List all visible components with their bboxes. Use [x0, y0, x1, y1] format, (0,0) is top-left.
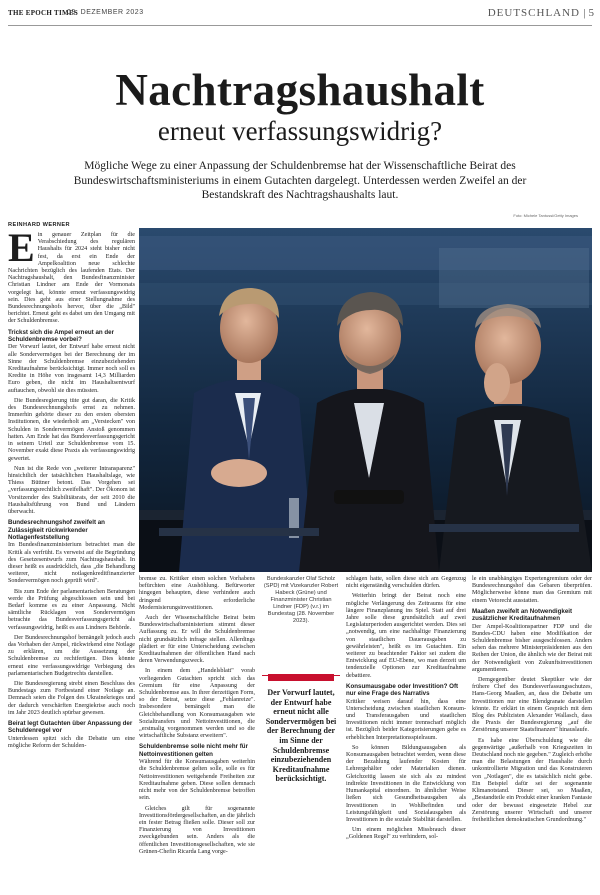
article-column-2	[139, 576, 255, 859]
author-byline: REINHARD WERNER	[8, 222, 70, 228]
paragraph: Kritiker weisen darauf hin, dass eine Unterscheidung zwischen staatlichen Konsum- und Transferausgaben und staatlichen Investitionen nicht immer trennscharf möglich ist. Bezüglich beider Kategorisierungen gebe es erheblichen Interpretationsspielraum.	[346, 698, 466, 741]
paragraph: Im Bundesfinanzministerium betrachtet man die Kritik als verfrüht. Es verweist auf die Begründung des Gesetzesentwurfs zum Nachtragshaushalt. In dieser heißt es ausdrücklich, dass „die Behandlung weiterer, nicht notlagenkreditfinanzierter Sondervermögen noch geprüft wird".	[8, 542, 135, 585]
paragraph: Nun ist die Rede von „weiterer Intransparenz" hinsichtlich der tatsächlichen Haushaltslage, wie Thiess Büttner betont. Das Vorgehen sei „verfassungsrechtlich zweifelhaft". Der Ökonom ist Vorsitzender des Stabilitätsrats, der seit 2010 die Haushaltsführung von Bund und Ländern überwacht.	[8, 465, 135, 515]
lead-paragraph: Mögliche Wege zu einer Anpassung der Schuldenbremse hat der Wissenschaftliche Beirat des Bundeswirtschaftsministeriums in einem Gutachten dargelegt. Unterdessen werden Zweifel an der Bestandskraft des Nachtragshaushalts laut.	[73, 160, 527, 201]
paragraph: Der Ampel-Koalitionspartner FDP und die Bundes-CDU haben eine Modifikation der Schuldenbremse bisher ausgeschlossen. Anders sehen das mehrere Ministerpräsidenten aus den Reihen der Union, die ähnlich wie der Beirat mit der Notwendigkeit von Zukunftsinvestitionen argumentieren.	[472, 623, 592, 673]
photo-illustration	[139, 228, 592, 572]
paragraph: Die Bundesregierung tüte gut daran, die Kritik des Bundesrechnungshofs ernst zu nehmen. Immerhin gehörte dieser zu den ersten obersten Institutionen, die wiederholt am „Verstecken" von Schulden in Sondervermögen Anstoß genommen hatten. Am Ende hat das Bundesverfassungsgericht in seinem Urteil zur Schuldenbremse vom 15. November exakt diese Praxis als verfassungswidrig gewertet.	[8, 397, 135, 462]
paragraph: Der Bundesrechnungshof bemängelt jedoch auch das Vorhaben der Ampel, rückwirkend eine Notlage zu erklären, um die Aussetzung der Schuldenbremse zu rechtfertigen. Dies könnte erneut eine verfassungswidrige Verbiegung des parlamentarischen Budgetrechts darstellen.	[8, 634, 135, 677]
paragraph: Unterdessen spitzt sich die Debatte um eine mögliche Reform der Schulden-	[8, 735, 135, 750]
page-header	[0, 0, 600, 28]
photo-credit: Foto: Michele Tantussi/Getty Images	[513, 213, 578, 218]
subheadline: erneut verfassungswidrig?	[157, 116, 443, 146]
paragraph: Während für die Konsumausgaben weiterhin die Schuldenbremse gelten solle, solle es für Nettoinvestitionen weitgehende Freiheiten zur Kreditaufnahme geben. Diese sollen demnach nicht mehr von der Schuldenbremse betroffen sein.	[139, 759, 255, 802]
header-rule	[8, 25, 592, 26]
paragraph: Bis zum Ende der parlamentarischen Beratungen werde die Prüfung abgeschlossen sein und bei Bedarf komme es zu einer Anpassung. Nicht sämtliche Rücklagen von Sondervermögen betrachte das Bundesverfassungsgericht als verfassungswidrig, heißt es aus Lindners Behörde.	[8, 588, 135, 631]
paragraph: bremse zu. Kritiker einen solchen Vorhabens befürchten eine Aushöhlung. Befürworter hingegen behaupten, diese verhindere auch dringend erforderliche Modernisierungsinvestitionen.	[139, 576, 255, 611]
paragraph: Gleiches gilt für sogenannte Investitionsfördergesellschaften, an die jährlich ein fester Betrag fließen solle. Dieser soll zur Finanzierung von Investitionen zweckgebunden sein. Anders als die öffentlichen Investitionsgesellschaften, wie sie Grünen-Chefin Ricarda Lang vorge-	[139, 805, 255, 855]
issue-date: 09. DEZEMBER 2023	[67, 9, 144, 16]
subheading: Maaßen zweifelt an Notwendigkeit zusätzlicher Kreditaufnahmen	[472, 607, 573, 623]
article-column-4	[472, 576, 592, 827]
paragraph: So können Bildungsausgaben als Konsumausgaben betrachtet werden, wenn diese der Bezahlung laufender Kosten für Lehrergehälter oder Materialien dienen. Gleichzeitig lassen sie sich als zu mindest indirekte Investitionen in die Entwicklung von Humankapital einordnen. In ähnlicher Weise ließen sich Gesundheitsausgaben als Investitionen in Wohlbefinden und Leistungsfähigkeit und Sozialausgaben als Investitionen in die soziale Stabilität darstellen.	[346, 744, 466, 823]
article-column-3	[346, 576, 466, 845]
subheading: Schuldenbremse solle nicht mehr für Nettoinvestitionen gelten	[139, 743, 248, 758]
paragraph: Es habe eine Überschuldung wie die gegenwärtige „außerhalb von Kriegszeiten in Deutschland noch nie gegeben." Zugleich erhöhe man die Belastungen der Haushalte durch unkontrollierte Migration und das Konstruieren von „Notlagen", die es tatsächlich nicht gebe. Ein Beispiel dafür sei der sogenannte Klimanotstand. Dieser sei, so Maaßen, „Bestandteile ein Produkt einer kranken Fantasie oder der bewusst eingesetzte Hebel zur Zerstörung unserer Wirtschaft und unserer freiheitlichen demokratischen Grundordnung."	[472, 737, 592, 823]
subheading: Beirat legt Gutachten über Anpassung der Schuldenregel vor	[8, 720, 133, 735]
article-photo	[139, 228, 592, 572]
section-name: DEUTSCHLAND	[487, 7, 580, 19]
paragraph: Demgegenüber deutet Skeptiker wie der frühere Chef des Bundesverfassungsschutzes, Hans-Georg Maaßen, an, dass die Debatte um Investitionen nur eine Blendgranate darstellen könnte. Er erklärt in einem Gespräch mit dem Blog des Publizisten Alexander Wallasch, dass die Praxis der Bundesregierung „auf die Zerstörung unserer Staatsfinanzen" hinauslaufe.	[472, 677, 592, 734]
pull-quote-marker	[268, 674, 334, 681]
headline: Nachtragshaushalt	[115, 65, 485, 115]
publication-logo: THE EPOCH TIMES	[8, 9, 79, 17]
subheading: Trickst sich die Ampel erneut an der Schuldenbremse vorbei?	[8, 328, 115, 344]
drop-cap: E	[8, 225, 35, 270]
intro-paragraph: Ein genauer Zeitplan für die Verabschiedung des regulären Haushalts für 2024 steht bisher nicht fest, da erst ein Ende der Ampelkoalition neue schlechte Nachrichten bezüglich des laufenden Etats. Der Nachtragshaushalt, den Bundesfinanzminister Christian Lindner am Ende der Vormonats vorgelegt hat, könnte erneut verfassungswidrig sein. Dies geht aus einer Stellungnahme des Bundesrechnungshofs hervor, über die „Bild" berichtet. Erneut geht es dabei um den Umgang mit der Schuldenbremse.	[8, 225, 135, 325]
subheading: Konsumausgabe oder Investition? Oft nur eine Frage des Narrativs	[346, 682, 459, 698]
paragraph: Weiterhin bringt der Beirat noch eine mögliche Verlängerung des Zeitraums für eine längere Finanzplanung ins Spiel. Statt auf drei Jahre solle diese grundsätzlich auf zwei Legislaturperioden ausgerichtet werden. Dies sei „notwendig, um eine nachhaltige Finanzierung von staatlichen Dauerausgaben zu gewährleisten", heißt es im Gutachten. Ein weiterer zu beachtender Faktor sei zudem die Entwicklung auf EU-Ebene, wo man derzeit um tendenzielle Optionen zur Kreditaufnahme debattiere.	[346, 593, 466, 679]
paragraph: Der Vorwurf lautet, der Entwurf habe erneut nicht alle Sondervermögen bei der Berechnung der im Sinne der Schuldenbremse einzubeziehenden Kreditaufnahme berücksichtigt. Immer noch soll es Kredite in Höhe von insgesamt 14,3 Milliarden Euro geben, die nicht im Haushaltsentwurf auftauchen, obwohl sie dies müssten.	[8, 344, 135, 394]
paragraph: Auch der Wissenschaftliche Beirat beim Bundeswirtschaftsministerium stimmt dieser Auffassung zu. Er will die Schuldenbremse nicht grundsätzlich infrage stellen. Allerdings plädiert er für eine Unterscheidung zwischen Kreditaufnahmen der öffentlichen Hand nach deren Verwendungszweck.	[139, 615, 255, 665]
paragraph: schlagen hatte, sollen diese sich am Gegenzug nicht eigenständig verschulden dürfen.	[346, 576, 466, 590]
paragraph: Um einem möglichen Missbrauch dieser „Goldenen Regel" zu verhindern, sol-	[346, 827, 466, 841]
photo-caption: Bundeskanzler Olaf Scholz (SPD) mit Vizekanzler Robert Habeck (Grüne) und Finanzminister Christian Lindner (FDP) (v.r.) im Bundestag (28. November 2023).	[263, 576, 339, 624]
subheading: Bundesrechnungshof zweifelt an Zulässigkeit rückwirkender Notlagenfeststellung	[8, 519, 105, 541]
paragraph: In einem dem „Handelsblatt" vorab vorliegenden Gutachten spricht sich das Gremium für eine Anpassung der Schuldenbremse aus. In ihrer derzeitigen Form, so der Beirat, setze diese „Fehlanreize". Insbesondere bemängelt man die Gleichbehandlung von Konsumausgaben wie Sozialtransfers und Nettoinvestitionen, die „erstmalig vorgenommen werden und so die wirtschaftliche Substanz erweitern".	[139, 668, 255, 740]
page-number: | 5	[583, 7, 594, 19]
paragraph: Die Bundesregierung strebt einen Beschluss des Bundestags zum Fortbestand einer Notlage an. Demnach seien die Folgen des Ukrainekrieges und der dadurch verschärften Energiekrise auch noch im Jahr 2023 deutlich spürbar gewesen.	[8, 681, 135, 716]
paragraph: le ein unabhängiges Expertengremium oder der Bundesrechnungshof das Gebaren überprüfen. Möglicherweise könne man das Gremium mit einem Vetorecht ausstatten.	[472, 576, 592, 604]
pull-quote: Der Vorwurf lautet, der Entwurf habe erneut nicht alle Sondervermögen bei der Berechnung der im Sinne der Schuldenbremse einzubeziehenden Kreditaufnahme berücksichtigt.	[265, 688, 337, 784]
